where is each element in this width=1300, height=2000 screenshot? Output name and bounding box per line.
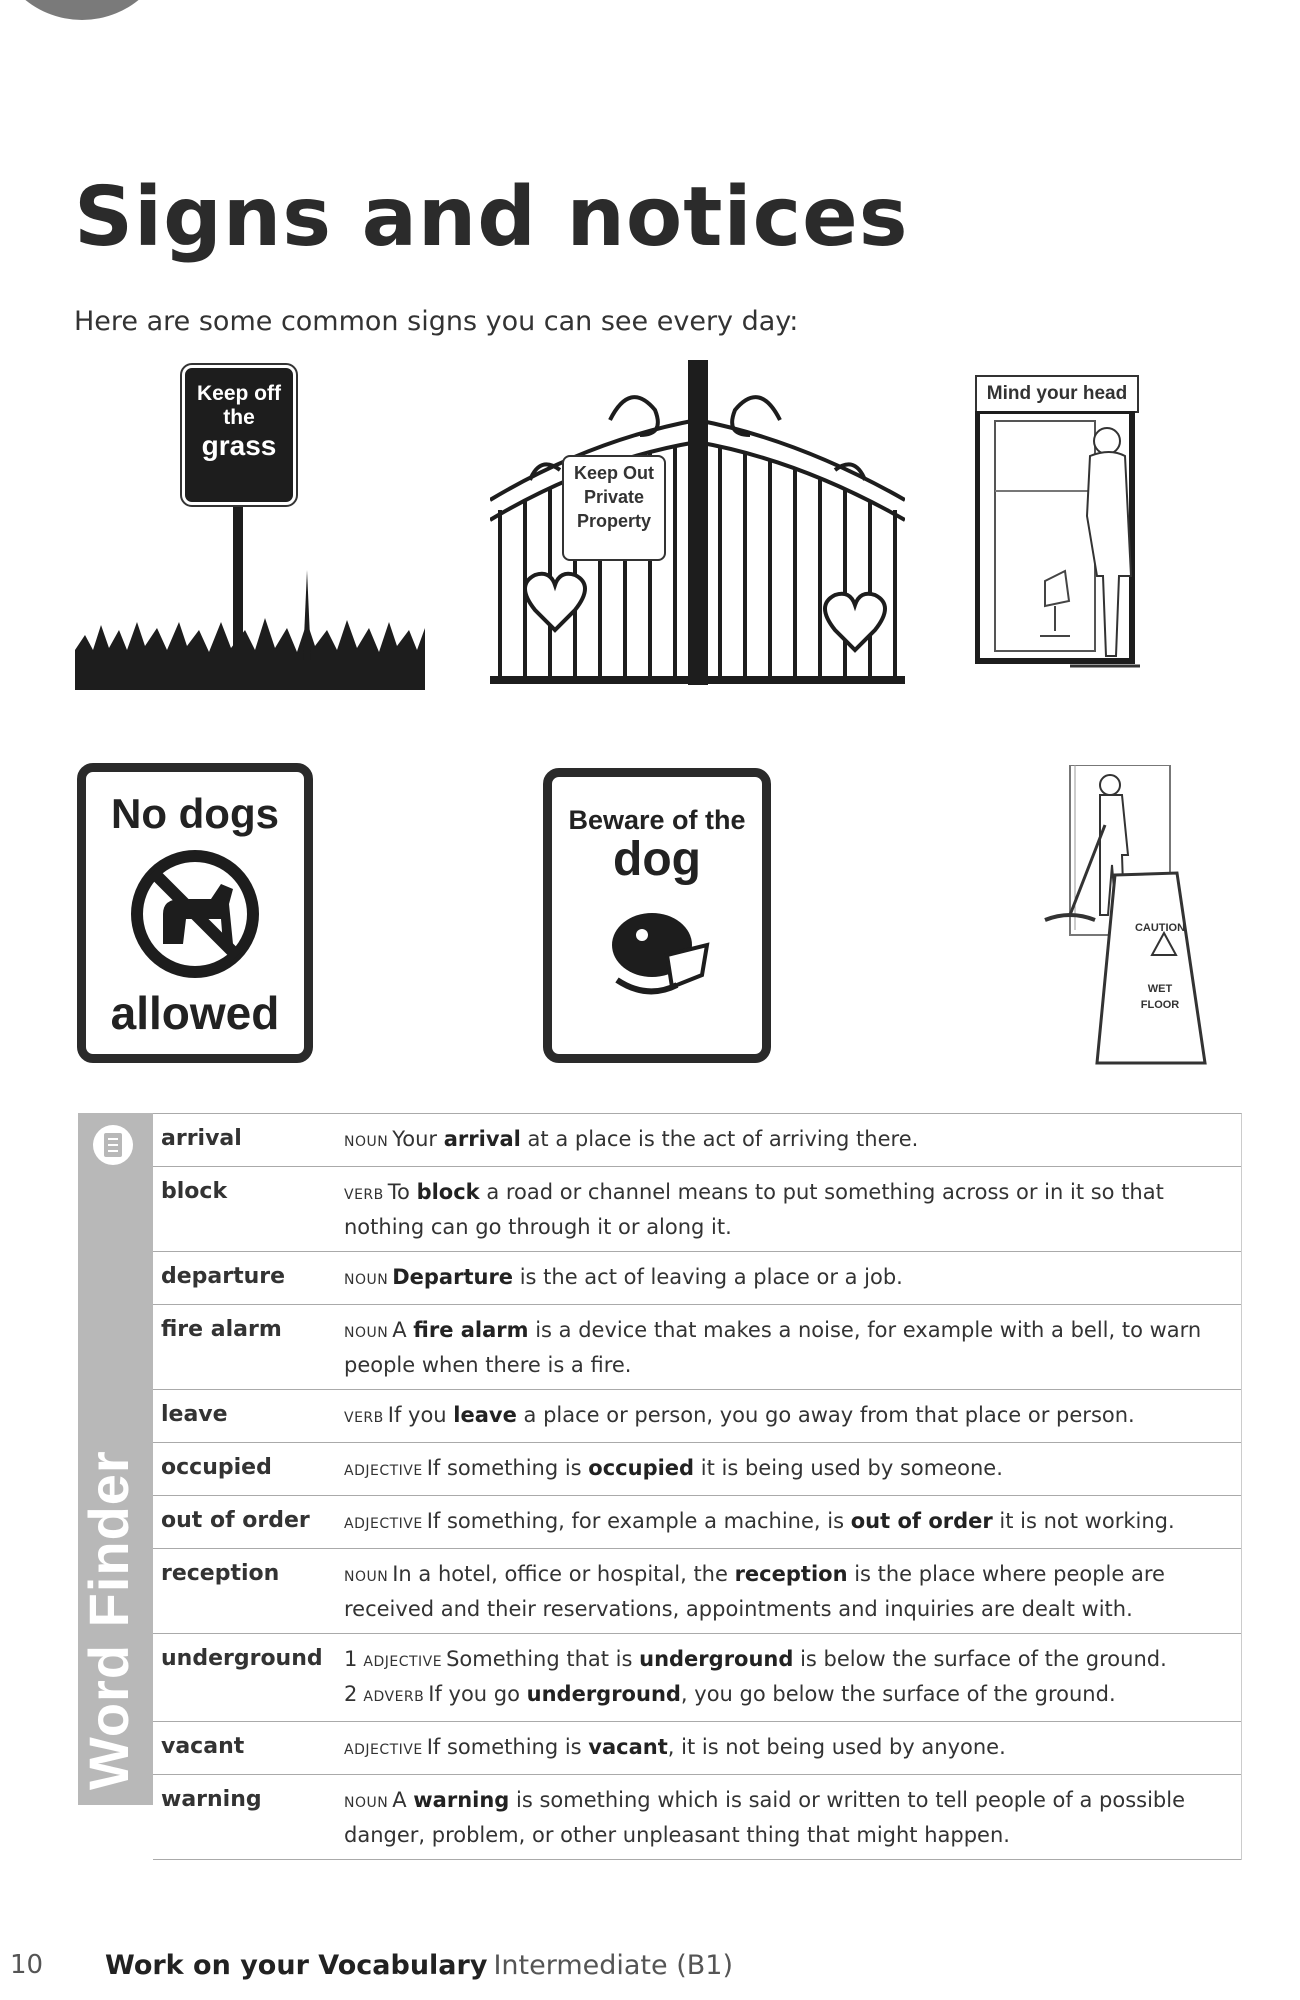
definition bbox=[344, 1314, 1241, 1381]
definition-line bbox=[344, 1399, 1221, 1434]
gate-sign-line2: Private bbox=[583, 487, 645, 507]
intro-text: Here are some common signs you can see every day: bbox=[74, 306, 799, 337]
headword: departure bbox=[161, 1264, 286, 1289]
definition-line bbox=[344, 1784, 1221, 1851]
definition bbox=[344, 1558, 1241, 1625]
definition-post: is a device that makes a noise, for example with a bell, to warn people when there is a fire. bbox=[344, 1318, 1202, 1377]
headword: out of order bbox=[161, 1508, 310, 1533]
dog-head-icon bbox=[597, 895, 717, 1005]
caution-label: CAUTION bbox=[1134, 922, 1186, 934]
sign-private-property bbox=[490, 360, 905, 685]
headword: underground bbox=[161, 1646, 323, 1671]
definition-headword: leave bbox=[453, 1403, 517, 1427]
part-of-speech: ADJECTIVE bbox=[363, 1654, 443, 1670]
definition-post: a place or person, you go away from that place or person. bbox=[516, 1403, 1135, 1427]
definition-pre: If something is bbox=[426, 1456, 589, 1480]
part-of-speech: VERB bbox=[344, 1410, 384, 1426]
definition bbox=[344, 1399, 1241, 1434]
definition-line bbox=[344, 1505, 1221, 1540]
definition-pre: A bbox=[392, 1318, 414, 1342]
grass-sign-line1: Keep off bbox=[197, 382, 281, 405]
definition-headword: reception bbox=[734, 1562, 848, 1586]
word-finder-label: Word Finder bbox=[77, 1450, 140, 1790]
sign-no-dogs bbox=[77, 763, 313, 1063]
definition bbox=[344, 1176, 1241, 1243]
definition-headword: Departure bbox=[392, 1265, 514, 1289]
unit-number: 1 bbox=[71, 20, 109, 80]
part-of-speech: NOUN bbox=[344, 1272, 389, 1288]
part-of-speech: NOUN bbox=[344, 1134, 389, 1150]
definition-sense-1 bbox=[344, 1643, 1221, 1678]
beware-top: Beware of the bbox=[568, 805, 746, 835]
mopping-illustration bbox=[1030, 765, 1230, 1065]
sense-number: 1 bbox=[344, 1647, 358, 1671]
no-dogs-top: No dogs bbox=[111, 790, 279, 837]
word-finder-row bbox=[153, 1496, 1241, 1549]
definition-post: is something which is said or written to tell people of a possible danger, problem, or other unpleasant thing that might happen. bbox=[344, 1788, 1185, 1847]
gate-sign-line3: Property bbox=[576, 511, 652, 531]
word-finder-row bbox=[153, 1634, 1241, 1722]
headword: reception bbox=[161, 1561, 280, 1586]
definition-line bbox=[344, 1176, 1221, 1243]
part-of-speech: NOUN bbox=[344, 1569, 389, 1585]
sign-beware-dog bbox=[543, 768, 771, 1063]
word-finder-row bbox=[153, 1114, 1241, 1167]
head-sign-board bbox=[975, 375, 1139, 413]
definition-line bbox=[344, 1123, 1221, 1158]
definition-headword: out of order bbox=[850, 1509, 993, 1533]
definition-line bbox=[344, 1731, 1221, 1766]
definition-headword: arrival bbox=[443, 1127, 521, 1151]
definition bbox=[344, 1261, 1241, 1296]
headword: arrival bbox=[161, 1126, 242, 1151]
headword: block bbox=[161, 1179, 228, 1204]
gate-illustration bbox=[490, 360, 905, 685]
definition-sense-2 bbox=[344, 1678, 1221, 1713]
beware-bottom: dog bbox=[613, 833, 701, 886]
definition-headword: fire alarm bbox=[413, 1318, 529, 1342]
definition-post: it is being used by someone. bbox=[694, 1456, 1003, 1480]
doorway-illustration bbox=[975, 411, 1140, 681]
word-finder-row bbox=[153, 1167, 1241, 1252]
word-finder-table bbox=[153, 1113, 1242, 1860]
footer-book-title bbox=[105, 1950, 733, 1981]
definition-post: at a place is the act of arriving there. bbox=[520, 1127, 919, 1151]
headword: leave bbox=[161, 1402, 228, 1427]
floor-label: FLOOR bbox=[1140, 999, 1180, 1011]
book-name: Work on your Vocabulary bbox=[105, 1950, 488, 1981]
page-title: Signs and notices bbox=[74, 170, 909, 265]
grass-sign-board bbox=[182, 365, 296, 505]
word-finder-row bbox=[153, 1252, 1241, 1305]
no-dogs-icon bbox=[125, 844, 265, 984]
word-finder-row bbox=[153, 1443, 1241, 1496]
part-of-speech: NOUN bbox=[344, 1795, 389, 1811]
definition-post: is the place where people are received and their reservations, appointments and inquiries are dealt with. bbox=[344, 1562, 1165, 1621]
definition-pre: If you go bbox=[428, 1682, 527, 1706]
word-finder-row bbox=[153, 1549, 1241, 1634]
definition-pre: If something, for example a machine, is bbox=[426, 1509, 851, 1533]
definition bbox=[344, 1452, 1241, 1487]
definition-pre: If something is bbox=[426, 1735, 589, 1759]
definition-pre: Something that is bbox=[446, 1647, 640, 1671]
definition-pre: To bbox=[387, 1180, 417, 1204]
book-level: Intermediate (B1) bbox=[493, 1950, 733, 1981]
definition bbox=[344, 1784, 1241, 1851]
definition-pre: Your bbox=[392, 1127, 444, 1151]
headword: warning bbox=[161, 1787, 262, 1812]
definition-post: , it is not being used by anyone. bbox=[667, 1735, 1006, 1759]
definition-headword: vacant bbox=[588, 1735, 668, 1759]
definition bbox=[344, 1505, 1241, 1540]
part-of-speech: ADJECTIVE bbox=[344, 1742, 423, 1758]
unit-badge bbox=[0, 0, 172, 20]
word-finder-row bbox=[153, 1775, 1241, 1860]
gate-sign-line1: Keep Out bbox=[573, 463, 654, 483]
sign-mind-your-head bbox=[975, 375, 1140, 680]
definition-headword: underground bbox=[639, 1647, 794, 1671]
definition-post: is the act of leaving a place or a job. bbox=[513, 1265, 903, 1289]
grass-sign-line3: grass bbox=[201, 430, 277, 461]
word-finder-row bbox=[153, 1722, 1241, 1775]
part-of-speech: ADVERB bbox=[363, 1689, 425, 1705]
definition-headword: warning bbox=[413, 1788, 510, 1812]
definition-headword: underground bbox=[526, 1682, 681, 1706]
definition bbox=[344, 1643, 1241, 1713]
definition-line bbox=[344, 1452, 1221, 1487]
sign-keep-off-grass bbox=[75, 360, 425, 690]
part-of-speech: ADJECTIVE bbox=[344, 1516, 423, 1532]
part-of-speech: ADJECTIVE bbox=[344, 1463, 423, 1479]
sign-wet-floor bbox=[1030, 765, 1230, 1065]
definition-line bbox=[344, 1314, 1221, 1381]
word-finder-icon bbox=[88, 1120, 138, 1170]
part-of-speech: VERB bbox=[344, 1187, 384, 1203]
part-of-speech: NOUN bbox=[344, 1325, 389, 1341]
definition-line bbox=[344, 1261, 1221, 1296]
headword: fire alarm bbox=[161, 1317, 282, 1342]
word-finder-row bbox=[153, 1390, 1241, 1443]
definition-post: is below the surface of the ground. bbox=[793, 1647, 1167, 1671]
page-number: 10 bbox=[10, 1950, 44, 1980]
definition-post: it is not working. bbox=[992, 1509, 1175, 1533]
word-finder-row bbox=[153, 1305, 1241, 1390]
gate-sign-board bbox=[562, 455, 666, 561]
definition-post: , you go below the surface of the ground. bbox=[680, 1682, 1116, 1706]
wet-label: WET bbox=[1147, 983, 1173, 995]
no-dogs-bottom: allowed bbox=[110, 987, 280, 1039]
headword: occupied bbox=[161, 1455, 272, 1480]
definition-line bbox=[344, 1558, 1221, 1625]
headword: vacant bbox=[161, 1734, 245, 1759]
definition-headword: occupied bbox=[588, 1456, 695, 1480]
definition-pre: A bbox=[392, 1788, 414, 1812]
definition bbox=[344, 1731, 1241, 1766]
definition-post: a road or channel means to put something across or in it so that nothing can go through it or along it. bbox=[344, 1180, 1164, 1239]
sense-number: 2 bbox=[344, 1682, 358, 1706]
definition-pre: In a hotel, office or hospital, the bbox=[392, 1562, 735, 1586]
grass-sign-line2: the bbox=[223, 406, 255, 429]
definition-headword: block bbox=[416, 1180, 480, 1204]
head-sign-text: Mind your head bbox=[986, 383, 1128, 404]
definition bbox=[344, 1123, 1241, 1158]
definition-pre: If you bbox=[387, 1403, 454, 1427]
